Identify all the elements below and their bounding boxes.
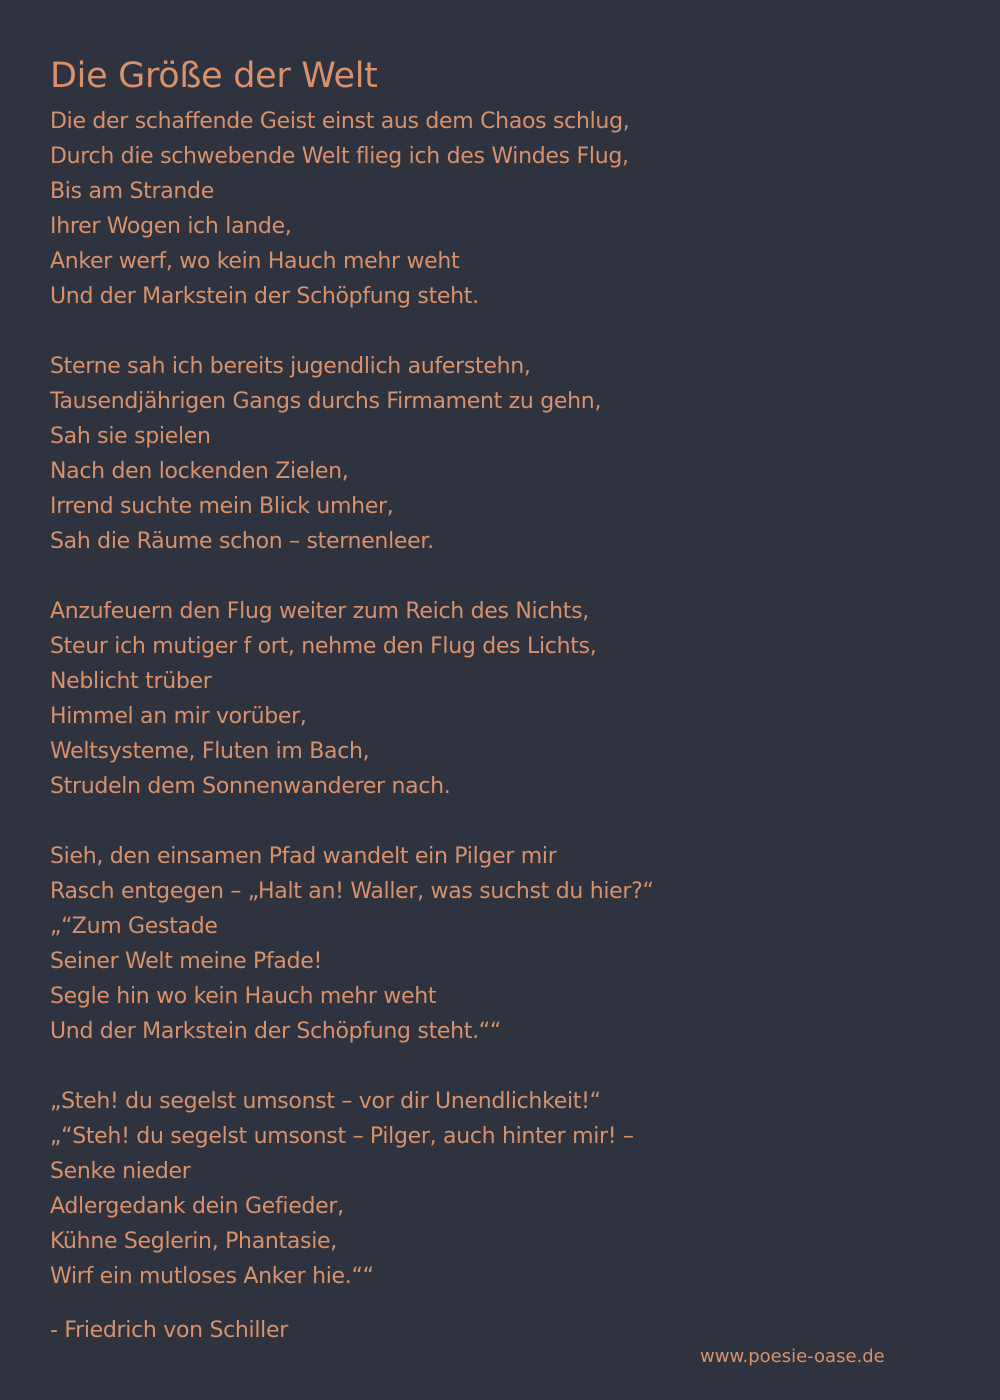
poem-line: „“Zum Gestade (50, 914, 218, 939)
poem-line: Weltsysteme, Fluten im Bach, (50, 739, 370, 764)
stanza-1 (50, 104, 950, 314)
poem-line: Rasch entgegen – „Halt an! Waller, was suchst du hier?“ (50, 879, 654, 904)
poem-line: Durch die schwebende Welt flieg ich des Windes Flug, (50, 144, 629, 169)
poem-line: Und der Markstein der Schöpfung steht. (50, 284, 479, 309)
poem-line: Die der schaffende Geist einst aus dem Chaos schlug, (50, 109, 630, 134)
stanza-2 (50, 349, 950, 559)
poem-line: Neblicht trüber (50, 669, 212, 694)
poem-line: Tausendjährigen Gangs durchs Firmament zu gehn, (50, 389, 602, 414)
website-credit: www.poesie-oase.de (700, 1346, 885, 1367)
poem-line: Nach den lockenden Zielen, (50, 459, 349, 484)
poem-line: „Steh! du segelst umsonst – vor dir Unendlichkeit!“ (50, 1089, 601, 1114)
poem-line: „“Steh! du segelst umsonst – Pilger, auch hinter mir! – (50, 1124, 634, 1149)
poem-line: Segle hin wo kein Hauch mehr weht (50, 984, 437, 1009)
poem-line: Strudeln dem Sonnenwanderer nach. (50, 774, 451, 799)
poem-author: - Friedrich von Schiller (50, 1318, 288, 1343)
poem-title: Die Größe der Welt (50, 56, 378, 96)
poem-line: Ihrer Wogen ich lande, (50, 214, 292, 239)
poem-line: Steur ich mutiger f ort, nehme den Flug des Lichts, (50, 634, 597, 659)
poem-line: Kühne Seglerin, Phantasie, (50, 1229, 337, 1254)
stanza-3 (50, 594, 950, 804)
poem-line: Anzufeuern den Flug weiter zum Reich des Nichts, (50, 599, 589, 624)
poem-line: Sah die Räume schon – sternenleer. (50, 529, 434, 554)
poem-line: Adlergedank dein Gefieder, (50, 1194, 344, 1219)
poem-line: Sah sie spielen (50, 424, 211, 449)
poem-line: Wirf ein mutloses Anker hie.““ (50, 1264, 374, 1289)
poem-line: Sieh, den einsamen Pfad wandelt ein Pilger mir (50, 844, 557, 869)
poem-line: Seiner Welt meine Pfade! (50, 949, 323, 974)
poem-line: Bis am Strande (50, 179, 214, 204)
poem-line: Sterne sah ich bereits jugendlich auferstehn, (50, 354, 531, 379)
poem-card (50, 52, 950, 1348)
poem-line: Und der Markstein der Schöpfung steht.““ (50, 1019, 501, 1044)
poem-line: Irrend suchte mein Blick umher, (50, 494, 394, 519)
stanza-4 (50, 839, 950, 1049)
stanza-5 (50, 1084, 950, 1294)
poem-line: Anker werf, wo kein Hauch mehr weht (50, 249, 460, 274)
poem-line: Senke nieder (50, 1159, 191, 1184)
poem-line: Himmel an mir vorüber, (50, 704, 307, 729)
